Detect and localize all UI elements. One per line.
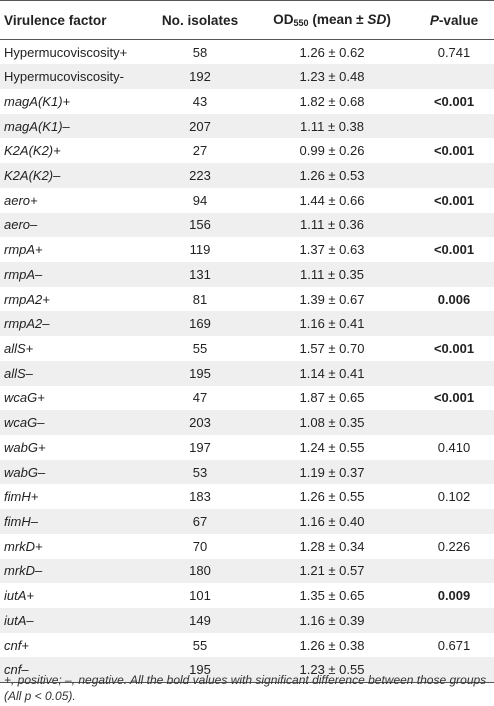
factor-cell: Hypermucoviscosity+ <box>4 44 128 60</box>
isolates-cell: 169 <box>189 316 211 332</box>
factor-cell: wcaG+ <box>4 390 45 406</box>
p-value-cell: <0.001 <box>433 192 475 208</box>
table-row <box>0 460 494 485</box>
od-cell: 1.16 ± 0.41 <box>299 316 365 332</box>
factor-cell: K2A(K2)– <box>4 167 61 183</box>
od-cell: 1.08 ± 0.35 <box>299 415 365 431</box>
table-row <box>0 534 494 559</box>
factor-cell: K2A(K2)+ <box>4 143 61 159</box>
factor-cell: mrkD– <box>4 563 43 579</box>
p-value-cell: <0.001 <box>433 390 475 406</box>
p-value-cell: 0.741 <box>437 44 471 60</box>
table-row <box>0 336 494 361</box>
isolates-cell: 47 <box>192 390 208 406</box>
table-row <box>0 583 494 608</box>
isolates-cell: 55 <box>192 637 208 653</box>
table-row <box>0 361 494 386</box>
od-cell: 1.26 ± 0.55 <box>299 489 365 505</box>
isolates-cell: 203 <box>189 415 211 431</box>
od-cell: 1.11 ± 0.36 <box>300 217 364 233</box>
isolates-cell: 183 <box>189 489 211 505</box>
od-cell: 1.21 ± 0.57 <box>299 563 365 579</box>
p-value-cell <box>414 559 494 584</box>
factor-cell: wcaG– <box>4 415 45 431</box>
p-value-cell: 0.226 <box>437 538 471 554</box>
p-value-cell: <0.001 <box>433 340 475 356</box>
p-value-cell: 0.009 <box>437 588 471 604</box>
od-cell: 1.26 ± 0.53 <box>299 167 365 183</box>
od-cell: 1.11 ± 0.35 <box>300 266 364 282</box>
p-value-cell <box>414 114 494 139</box>
table-row <box>0 89 494 114</box>
p-value-cell: <0.001 <box>433 93 475 109</box>
od-cell: 1.19 ± 0.37 <box>299 464 365 480</box>
isolates-cell: 207 <box>189 118 211 134</box>
p-value-cell: 0.102 <box>437 489 471 505</box>
factor-cell: Hypermucoviscosity- <box>4 69 124 85</box>
isolates-cell: 70 <box>192 538 208 554</box>
p-value-cell: 0.671 <box>437 637 471 653</box>
factor-cell: rmpA2– <box>4 316 50 332</box>
isolates-cell: 27 <box>192 143 208 159</box>
table-footnote: +, positive; –, negative. All the bold values with significant difference between those groups (All p < 0.05). <box>4 673 487 703</box>
isolates-cell: 156 <box>189 217 211 233</box>
isolates-cell: 55 <box>192 340 208 356</box>
factor-cell: rmpA– <box>4 266 43 282</box>
header-p-italic: P <box>429 12 439 28</box>
table-row <box>0 114 494 139</box>
isolates-cell: 94 <box>192 192 208 208</box>
header-p-value <box>414 1 494 40</box>
od-cell: 1.23 ± 0.48 <box>299 69 365 85</box>
table-row <box>0 138 494 163</box>
p-value-cell <box>414 361 494 386</box>
isolates-cell: 195 <box>189 365 211 381</box>
factor-cell: wabG+ <box>4 439 46 455</box>
table-row <box>0 559 494 584</box>
od-cell: 1.16 ± 0.40 <box>299 514 365 530</box>
header-od-suffix: ) <box>386 12 391 27</box>
p-value-cell <box>414 509 494 534</box>
isolates-cell: 67 <box>192 514 208 530</box>
isolates-cell: 195 <box>150 657 250 682</box>
isolates-cell: 53 <box>192 464 208 480</box>
table-row <box>0 213 494 238</box>
table-row <box>0 40 494 65</box>
od-cell: 1.14 ± 0.41 <box>299 365 365 381</box>
p-value-cell: <0.001 <box>433 143 475 159</box>
factor-cell: magA(K1)+ <box>4 93 71 109</box>
factor-cell: cnf– <box>0 657 150 682</box>
header-no-isolates: No. isolates <box>150 1 250 40</box>
table-row <box>0 484 494 509</box>
table-row <box>0 188 494 213</box>
factor-cell: fimH+ <box>4 489 39 505</box>
isolates-cell: 149 <box>189 612 211 628</box>
isolates-cell: 223 <box>189 167 211 183</box>
table-row <box>0 386 494 411</box>
od-cell: 1.35 ± 0.65 <box>299 588 365 604</box>
header-row <box>0 1 494 40</box>
table-row <box>0 262 494 287</box>
p-value-cell <box>414 410 494 435</box>
factor-cell: iutA+ <box>4 588 34 604</box>
table-row <box>0 163 494 188</box>
factor-cell: fimH– <box>4 514 38 530</box>
factor-cell: mrkD+ <box>4 538 43 554</box>
od-cell: 1.87 ± 0.65 <box>299 390 365 406</box>
p-value-cell: 0.410 <box>437 439 471 455</box>
isolates-cell: 131 <box>189 266 211 282</box>
od-cell: 1.57 ± 0.70 <box>299 340 365 356</box>
factor-cell: aero+ <box>4 192 38 208</box>
od-cell: 1.37 ± 0.63 <box>299 242 365 258</box>
header-virulence-factor: Virulence factor <box>0 1 150 40</box>
header-od-subscript: 550 <box>293 18 309 28</box>
p-value-cell <box>414 460 494 485</box>
od-cell: 1.28 ± 0.34 <box>299 538 365 554</box>
isolates-cell: 58 <box>192 44 208 60</box>
od-cell: 1.39 ± 0.67 <box>299 291 365 307</box>
table-row <box>0 64 494 89</box>
p-value-cell <box>414 608 494 633</box>
p-value-cell: <0.001 <box>433 242 475 258</box>
table-row <box>0 435 494 460</box>
header-od-prefix: OD <box>273 12 294 27</box>
factor-cell: allS+ <box>4 340 34 356</box>
isolates-cell: 180 <box>189 563 211 579</box>
factor-cell: aero– <box>4 217 38 233</box>
factor-cell: rmpA2+ <box>4 291 50 307</box>
od-cell: 1.82 ± 0.68 <box>299 93 365 109</box>
isolates-cell: 192 <box>189 69 211 85</box>
od-cell: 1.24 ± 0.55 <box>299 439 365 455</box>
p-value-cell <box>414 64 494 89</box>
isolates-cell: 197 <box>189 439 211 455</box>
isolates-cell: 101 <box>189 588 211 604</box>
factor-cell: wabG– <box>4 464 46 480</box>
od-cell: 1.26 ± 0.38 <box>299 637 365 653</box>
isolates-cell: 43 <box>192 93 208 109</box>
header-od-mid: (mean ± <box>308 12 368 27</box>
isolates-cell: 119 <box>189 242 211 258</box>
factor-cell: rmpA+ <box>4 242 43 258</box>
table-header <box>0 1 494 40</box>
header-od550 <box>250 1 414 40</box>
od-cell: 1.44 ± 0.66 <box>299 192 365 208</box>
od-cell: 1.16 ± 0.39 <box>299 612 365 628</box>
isolates-cell: 81 <box>192 291 208 307</box>
header-od-sd: SD <box>367 12 387 27</box>
table-row <box>0 608 494 633</box>
table-row <box>0 311 494 336</box>
p-value-cell <box>414 213 494 238</box>
table-row <box>0 410 494 435</box>
factor-cell: iutA– <box>4 612 34 628</box>
p-value-cell <box>414 262 494 287</box>
factor-cell: allS– <box>4 365 33 381</box>
p-value-cell <box>414 163 494 188</box>
factor-cell: magA(K1)– <box>4 118 70 134</box>
p-value-cell <box>414 311 494 336</box>
od-cell: 1.26 ± 0.62 <box>299 44 365 60</box>
od-cell: 1.11 ± 0.38 <box>300 118 364 134</box>
table-body <box>0 40 494 683</box>
od-cell: 0.99 ± 0.26 <box>299 143 365 159</box>
factor-cell: cnf+ <box>4 637 29 653</box>
table-row <box>0 509 494 534</box>
table-row <box>0 237 494 262</box>
od-cell: 1.23 ± 0.55 <box>250 657 414 682</box>
table-row <box>0 633 494 658</box>
p-value-cell: 0.006 <box>437 291 471 307</box>
table-row <box>0 287 494 312</box>
header-p-rest: -value <box>438 12 479 28</box>
